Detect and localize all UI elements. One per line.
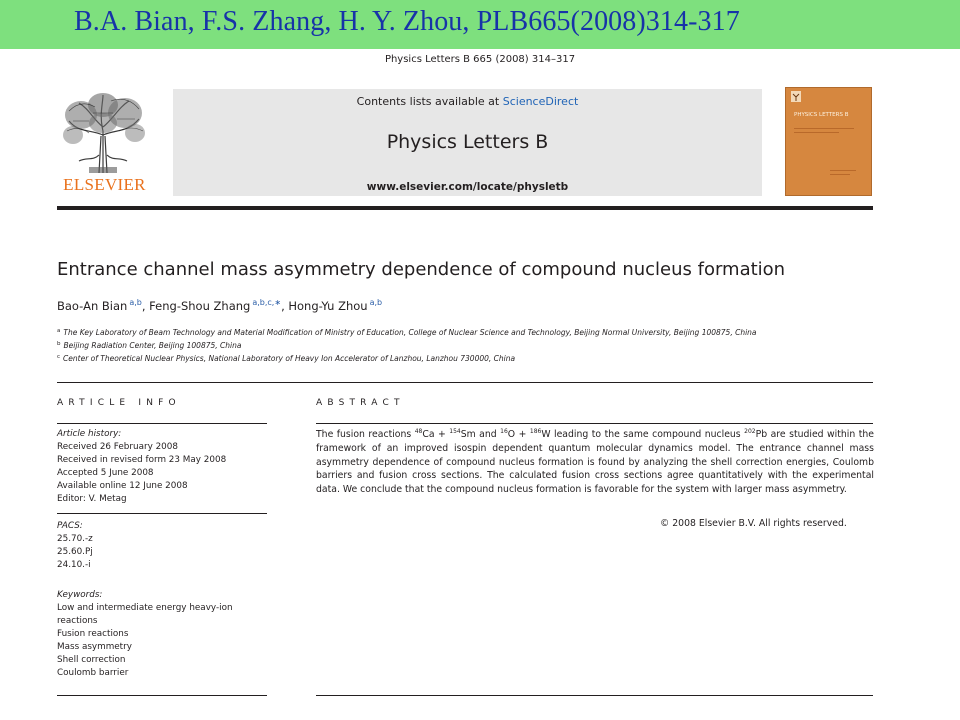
keywords-label: Keywords: <box>57 590 103 600</box>
mass-number: 154 <box>449 428 461 435</box>
keyword-item: Coulomb barrier <box>57 668 129 678</box>
contents-prefix: Contents lists available at <box>356 95 500 108</box>
contents-line <box>173 95 762 108</box>
journal-name: Physics Letters B <box>386 131 549 153</box>
sciencedirect-link[interactable]: ScienceDirect <box>502 95 579 108</box>
keyword-item: Shell correction <box>57 655 126 665</box>
article-title: Entrance channel mass asymmetry dependence of compound nucleus formation <box>57 259 786 280</box>
section-rule <box>57 382 873 383</box>
masthead-rule <box>57 206 873 210</box>
author-affiliation-marks[interactable]: a,b <box>129 298 142 307</box>
article-history-label: Article history: <box>57 429 122 439</box>
citation-banner <box>0 0 960 49</box>
cover-divider <box>794 132 839 133</box>
pacs-item: 24.10.-i <box>57 560 91 570</box>
cover-divider <box>830 170 856 171</box>
abstract-heading: ABSTRACT <box>316 398 405 408</box>
cover-elsevier-icon <box>791 91 801 102</box>
history-item: Accepted 5 June 2008 <box>57 468 154 478</box>
affiliation-mark: b <box>57 341 61 347</box>
author-name: Feng-Shou Zhang <box>149 299 251 313</box>
affiliation-mark: a <box>57 328 61 334</box>
cover-title: PHYSICS LETTERS B <box>794 112 849 118</box>
author-name: Hong-Yu Zhou <box>288 299 368 313</box>
author-list <box>57 298 382 313</box>
info-rule <box>57 423 267 424</box>
history-item: Editor: V. Metag <box>57 494 127 504</box>
mass-number: 48 <box>414 428 423 435</box>
abstract-text: Sm and <box>460 429 501 440</box>
author-name: Bao-An Bian <box>57 299 128 313</box>
keyword-item: Low and intermediate energy heavy-ion <box>57 603 233 613</box>
abstract-rule <box>316 423 873 424</box>
info-rule <box>57 513 267 514</box>
affiliation <box>57 341 241 350</box>
abstract-text: Ca + <box>422 429 450 440</box>
abstract-body <box>316 425 874 497</box>
history-item: Received 26 February 2008 <box>57 442 178 452</box>
article-info-heading: ARTICLE INFO <box>57 398 181 408</box>
abstract-text: W leading to the same compound nucleus <box>541 429 745 440</box>
mass-number: 16 <box>500 428 508 435</box>
mass-number: 202 <box>744 428 756 435</box>
author-affiliation-marks[interactable]: a,b,c,∗ <box>252 298 282 307</box>
copyright-notice: © 2008 Elsevier B.V. All rights reserved. <box>660 518 847 529</box>
citation-text: B.A. Bian, F.S. Zhang, H. Y. Zhou, PLB665(2008)314-317 <box>74 6 740 37</box>
history-item: Received in revised form 23 May 2008 <box>57 455 227 465</box>
elsevier-tree-icon <box>59 91 148 175</box>
mass-number: 186 <box>529 428 542 435</box>
affiliation-text: Center of Theoretical Nuclear Physics, National Laboratory of Heavy Ion Accelerator of Lanzhou, Lanzhou 730000, China <box>63 354 516 363</box>
abstract-rule <box>316 695 873 696</box>
affiliation-text: The Key Laboratory of Beam Technology and Material Modification of Ministry of Education, College of Nuclear Science and Technology, Beijing Normal University, Beijing 100875, China <box>63 328 757 337</box>
journal-url-link[interactable]: www.elsevier.com/locate/physletb <box>366 181 569 193</box>
affiliation <box>57 354 515 363</box>
abstract-text: O + <box>507 429 530 440</box>
author-separator: , <box>281 299 289 313</box>
keyword-item: reactions <box>57 616 98 626</box>
journal-cover <box>785 87 872 196</box>
info-rule <box>57 695 267 696</box>
keyword-item: Fusion reactions <box>57 629 129 639</box>
keyword-item: Mass asymmetry <box>57 642 132 652</box>
abstract-text: Pb are studied within the framework of an improved isospin dependent quantum molecular dynamics model. The entrance channel mass asymmetry dependence of compound nucleus formation is found by analyzing the shell correction energies, Coulomb barriers and fusion cross sections. The calculated fusion cross sections agree quantitatively with the experimental data. We conclude that the compound nucleus formation is favorable for the system with larger mass asymmetry. <box>316 429 874 496</box>
author-separator: , <box>141 299 150 313</box>
pacs-item: 25.60.Pj <box>57 547 93 557</box>
journal-reference: Physics Letters B 665 (2008) 314–317 <box>384 54 576 65</box>
pacs-item: 25.70.-z <box>57 534 93 544</box>
abstract-text: The fusion reactions <box>316 429 415 440</box>
affiliation <box>57 328 757 337</box>
cover-divider <box>830 174 850 175</box>
history-item: Available online 12 June 2008 <box>57 481 188 491</box>
publisher-logo <box>57 91 150 199</box>
journal-masthead <box>173 89 762 196</box>
author-affiliation-marks[interactable]: a,b <box>369 298 383 307</box>
pacs-label: PACS: <box>57 521 83 531</box>
affiliation-text: Beijing Radiation Center, Beijing 100875, China <box>63 341 242 350</box>
cover-divider <box>794 128 854 129</box>
affiliation-mark: c <box>57 354 61 360</box>
elsevier-wordmark: ELSEVIER <box>63 175 146 194</box>
